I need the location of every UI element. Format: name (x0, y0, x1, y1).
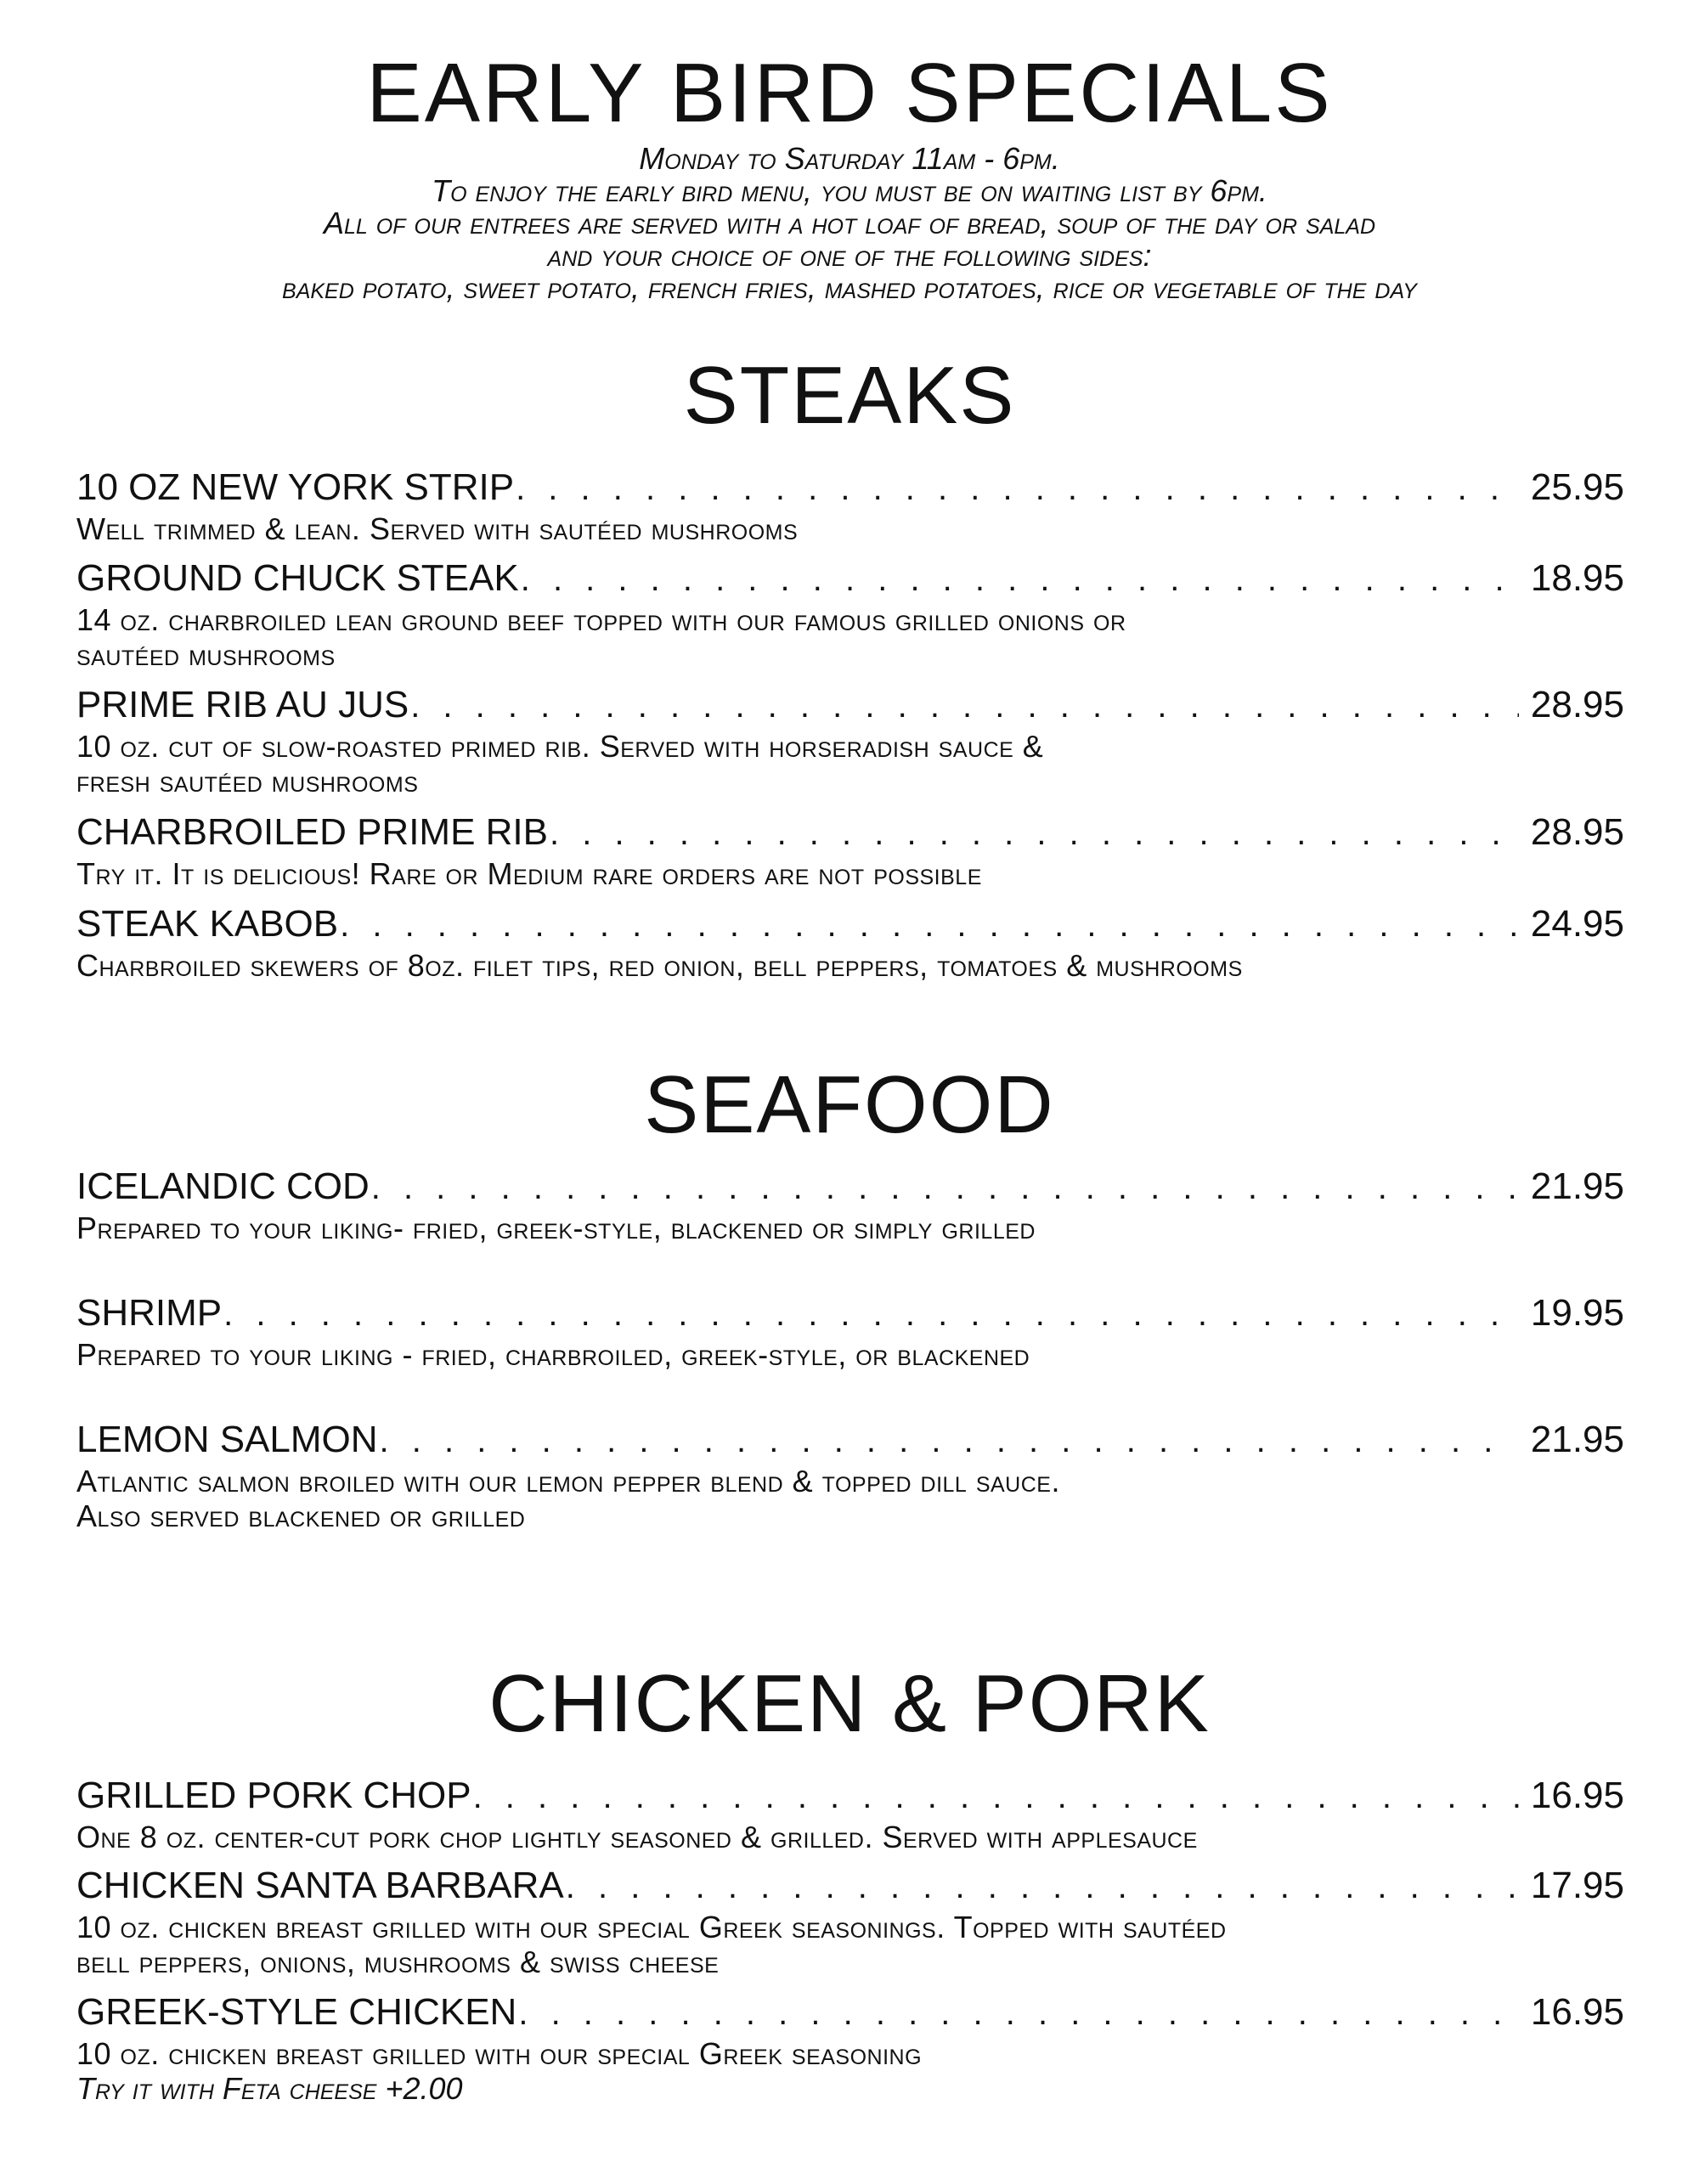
menu-item-description: Prepared to your liking - fried, charbroiled, greek-style, or blackened (76, 1337, 1030, 1372)
menu-item-row (76, 1164, 1624, 1211)
dot-leader (516, 466, 1519, 511)
menu-item-price: 19.95 (1530, 1292, 1624, 1334)
menu-item-description: fresh sautéed mushrooms (76, 764, 419, 799)
dot-leader (380, 1418, 1519, 1464)
menu-item (76, 901, 1624, 983)
menu-item-price: 16.95 (1530, 1991, 1624, 2033)
menu-item-price: 25.95 (1530, 466, 1624, 508)
menu-item-name: CHARBROILED PRIME RIB (76, 811, 548, 853)
section-title-chicken-pork: CHICKEN & PORK (488, 1658, 1211, 1749)
dot-leader (410, 683, 1519, 729)
menu-item-name: CHICKEN SANTA BARBARA (76, 1865, 564, 1906)
menu-item-row (76, 465, 1624, 511)
menu-item-price: 21.95 (1530, 1419, 1624, 1460)
dot-leader (521, 556, 1519, 602)
menu-item-row (76, 901, 1624, 948)
menu-item-description: sautéed mushrooms (76, 637, 336, 672)
intro-line: Monday to Saturday 11am - 6pm. (639, 141, 1060, 176)
intro-line: baked potato, sweet potato, french fries, mashed potatoes, rice or vegetable of the day (282, 270, 1417, 305)
menu-item-row (76, 1290, 1624, 1337)
dot-leader (371, 1165, 1519, 1211)
menu-item-description: Also served blackened or grilled (76, 1498, 526, 1533)
menu-item-description: Try it. It is delicious! Rare or Medium rare orders are not possible (76, 856, 982, 891)
menu-item-description: Charbroiled skewers of 8oz. filet tips, red onion, bell peppers, tomatoes & mushrooms (76, 948, 1243, 983)
menu-item-row (76, 556, 1624, 602)
dot-leader (473, 1774, 1519, 1820)
intro-text (0, 143, 1699, 304)
menu-item-description: 10 oz. chicken breast grilled with our special Greek seasonings. Topped with sautéed (76, 1910, 1227, 1944)
menu-item (76, 1989, 1624, 2107)
menu-item (76, 1863, 1624, 1979)
menu-item-row (76, 1863, 1624, 1910)
menu-item-name: SHRIMP (76, 1292, 223, 1334)
menu-item-row (76, 682, 1624, 729)
menu-item-price: 21.95 (1530, 1165, 1624, 1207)
menu-item-name: ICELANDIC COD (76, 1165, 370, 1207)
dot-leader (518, 1990, 1519, 2036)
menu-item (76, 1290, 1624, 1372)
menu-item-name: STEAK KABOB (76, 903, 339, 945)
intro-line: All of our entrees are served with a hot loaf of bread, soup of the day or salad (323, 206, 1376, 240)
menu-item-price: 17.95 (1530, 1865, 1624, 1906)
menu-item-price: 24.95 (1530, 903, 1624, 945)
menu-item-price: 28.95 (1530, 811, 1624, 853)
menu-item-description: 10 oz. chicken breast grilled with our special Greek seasoning (76, 2036, 923, 2071)
menu-item-description: bell peppers, onions, mushrooms & swiss cheese (76, 1944, 720, 1979)
menu-item-row (76, 810, 1624, 856)
menu-item (76, 465, 1624, 546)
menu-item (76, 682, 1624, 799)
menu-item-price: 18.95 (1530, 557, 1624, 599)
menu-item-description: Atlantic salmon broiled with our lemon pepper blend & topped dill sauce. (76, 1464, 1060, 1498)
menu-item-description: Well trimmed & lean. Served with sautéed mushrooms (76, 511, 799, 546)
section-title-seafood: SEAFOOD (644, 1059, 1055, 1150)
menu-item-row (76, 1989, 1624, 2036)
menu-item-price: 16.95 (1530, 1775, 1624, 1816)
intro-line: and your choice of one of the following sides: (547, 238, 1152, 273)
menu-item-description: 14 oz. charbroiled lean ground beef topped with our famous grilled onions or (76, 602, 1126, 637)
menu-item-price: 28.95 (1530, 684, 1624, 725)
menu-item (76, 810, 1624, 891)
menu-item (76, 1164, 1624, 1245)
page-title: EARLY BIRD SPECIALS (366, 46, 1333, 139)
dot-leader (223, 1291, 1519, 1337)
menu-item-description: 10 oz. cut of slow-roasted primed rib. Served with horseradish sauce & (76, 729, 1044, 764)
menu-item-name: LEMON SALMON (76, 1419, 378, 1460)
menu-item (76, 1417, 1624, 1533)
menu-item (76, 1773, 1624, 1854)
menu-item-description: One 8 oz. center-cut pork chop lightly seasoned & grilled. Served with applesauce (76, 1820, 1198, 1854)
dot-leader (566, 1864, 1519, 1910)
menu-item-row (76, 1773, 1624, 1820)
menu-item-description: Prepared to your liking- fried, greek-style, blackened or simply grilled (76, 1211, 1036, 1245)
menu-item-row (76, 1417, 1624, 1464)
section-title-steaks: STEAKS (683, 350, 1016, 441)
menu-item-name: PRIME RIB AU JUS (76, 684, 409, 725)
menu-item (76, 556, 1624, 672)
menu-item-name: GREEK-STYLE CHICKEN (76, 1991, 517, 2033)
intro-line: To enjoy the early bird menu, you must be on waiting list by 6pm. (432, 173, 1267, 208)
menu-item-name: 10 OZ NEW YORK STRIP (76, 466, 515, 508)
menu-item-name: GROUND CHUCK STEAK (76, 557, 519, 599)
dot-leader (550, 810, 1519, 856)
menu-item-name: GRILLED PORK CHOP (76, 1775, 471, 1816)
menu-item-note: Try it with Feta cheese +2.00 (76, 2071, 463, 2106)
dot-leader (340, 902, 1519, 948)
